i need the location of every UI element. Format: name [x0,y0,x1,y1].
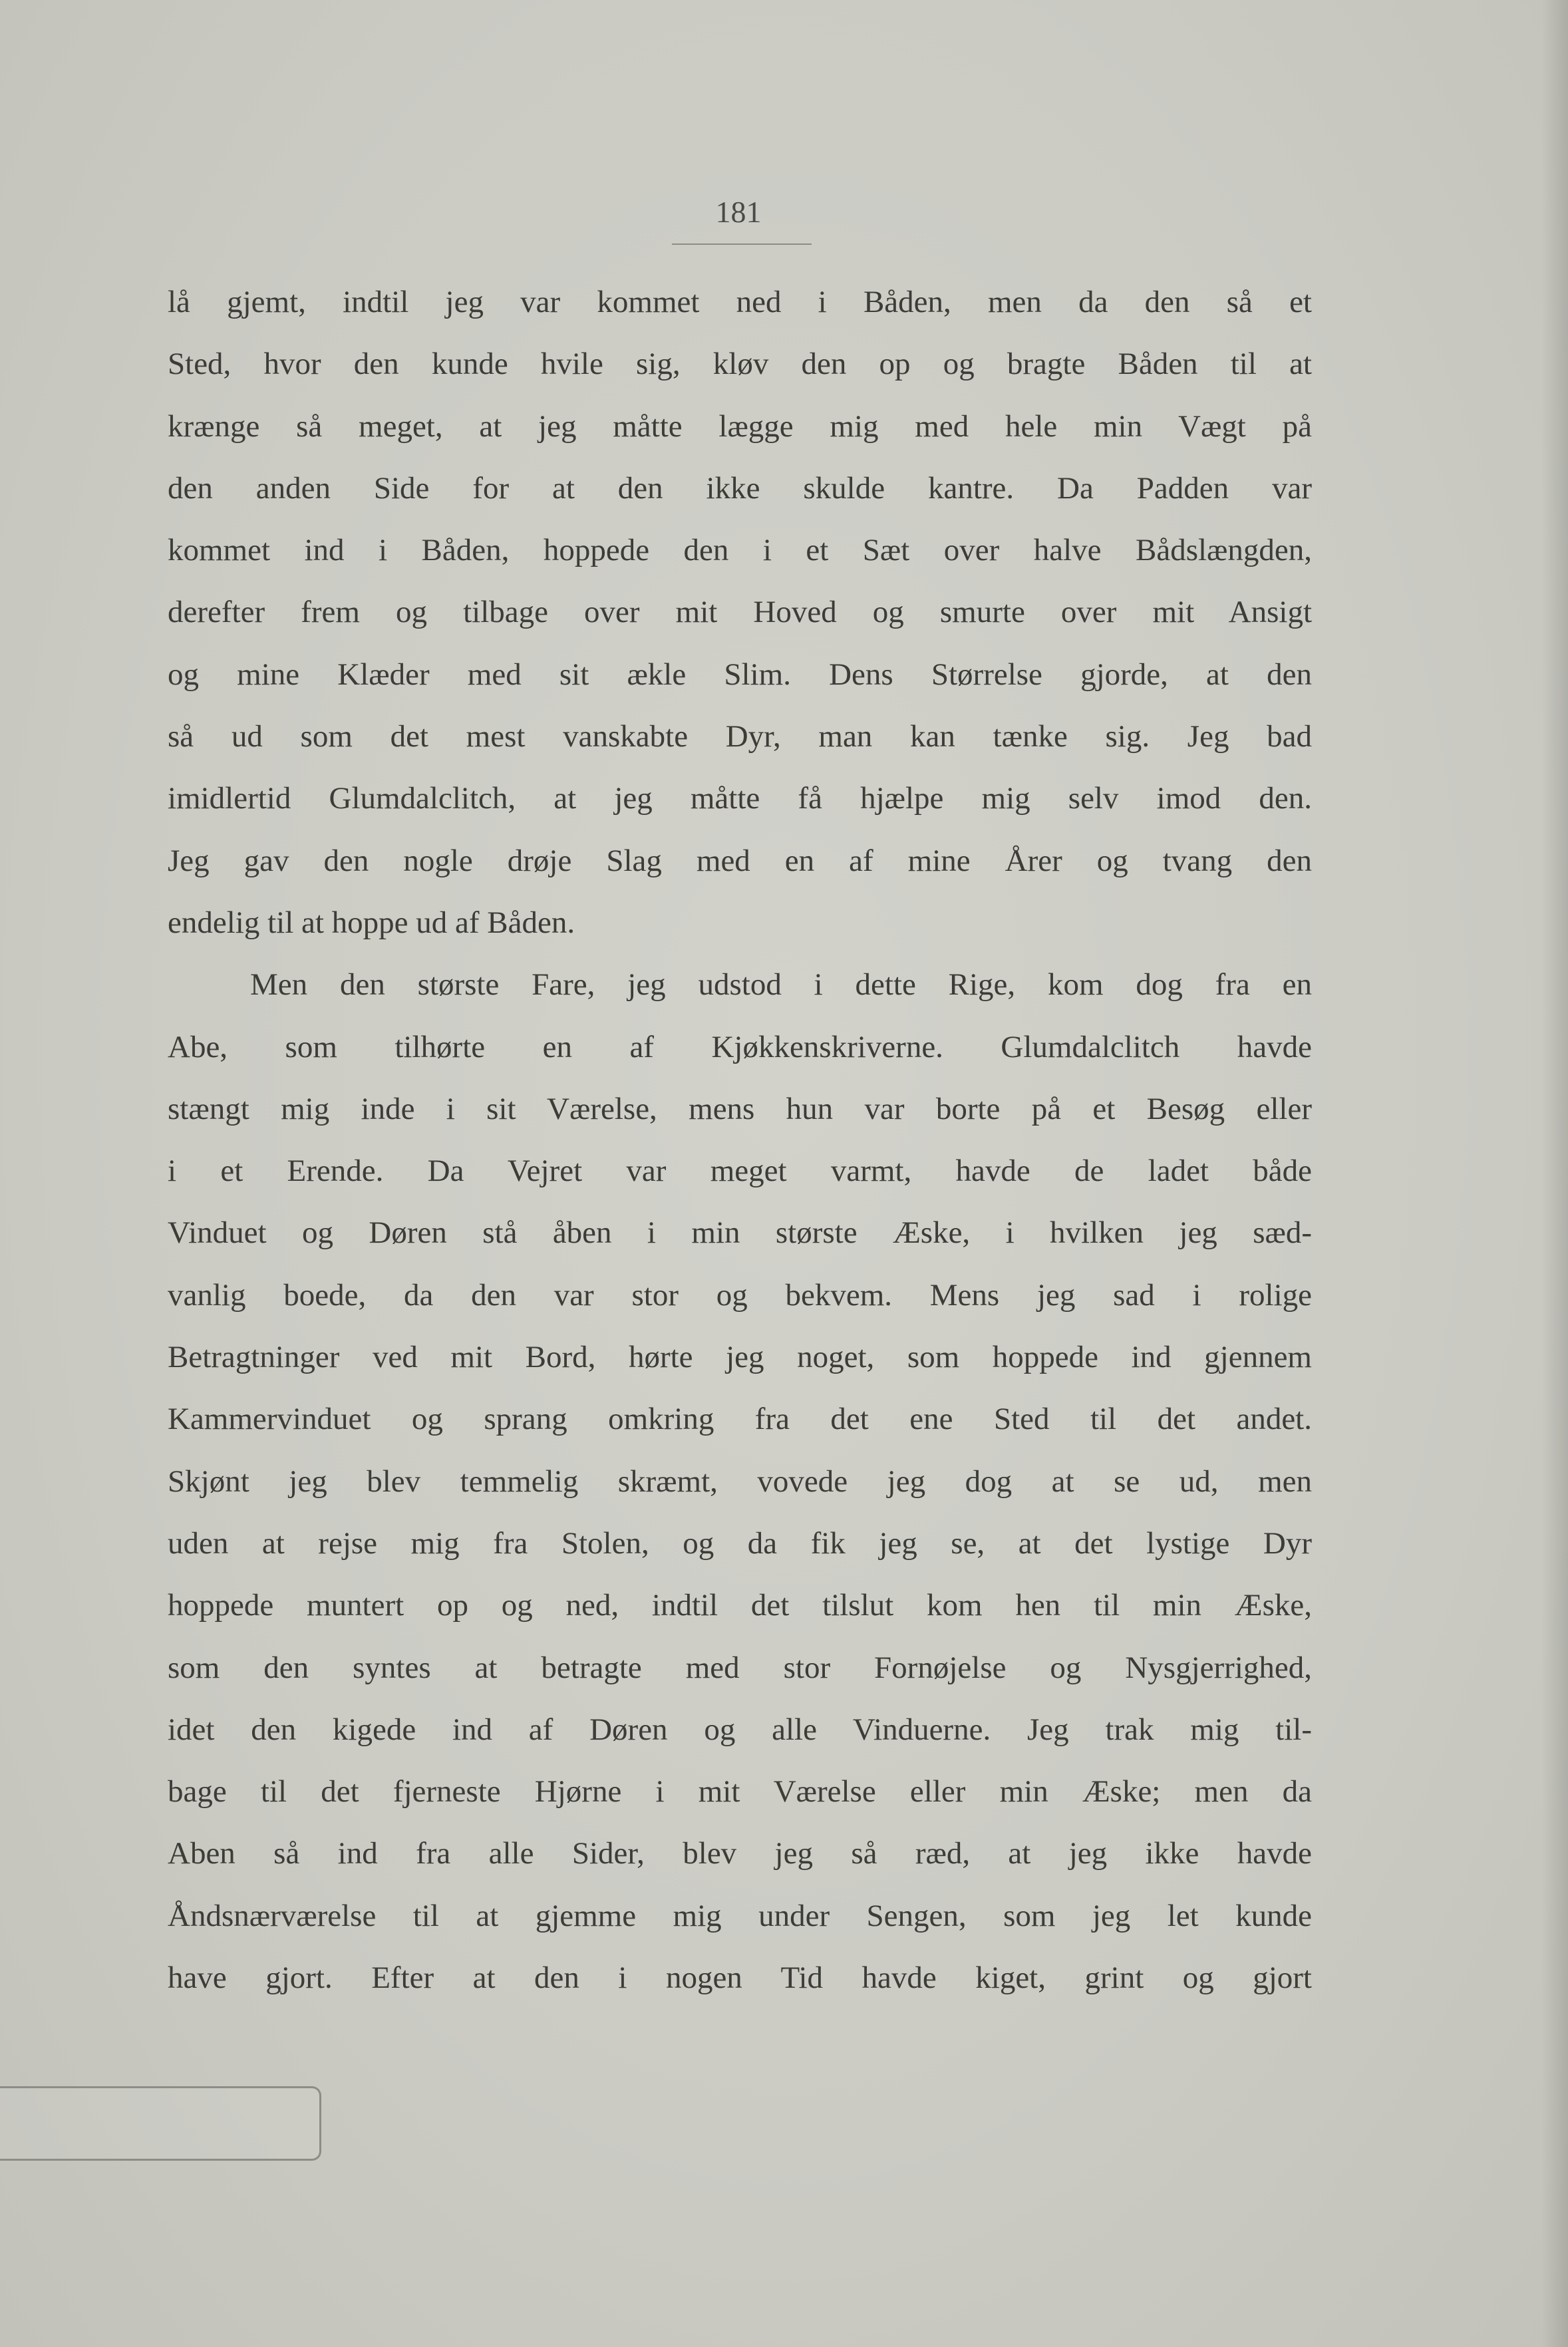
text-line: stængt mig inde i sit Værelse, mens hun var borte på et Besøg eller [168,1091,1312,1126]
text-line: imidlertid Glumdalclitch, at jeg måtte få hjælpe mig selv imod den. [168,781,1312,816]
text-line: Abe, som tilhørte en af Kjøkkenskriverne. Glumdalclitch havde [168,1029,1312,1064]
text-line: Jeg gav den nogle drøje Slag med en af mine Årer og tvang den [168,843,1312,878]
text-line: endelig til at hoppe ud af Båden. [168,905,575,940]
text-line: kommet ind i Båden, hoppede den i et Sæt over halve Bådslængden, [168,533,1312,568]
text-line: idet den kigede ind af Døren og alle Vinduerne. Jeg trak mig til- [168,1712,1312,1747]
header-rule [672,243,812,245]
text-line: have gjort. Efter at den i nogen Tid havde kiget, grint og gjort [168,1960,1312,1996]
text-line: så ud som det mest vanskabte Dyr, man kan tænke sig. Jeg bad [168,719,1312,754]
spine-shadow [1541,0,1568,2347]
text-line: Kammervinduet og sprang omkring fra det ene Sted til det andet. [168,1402,1312,1437]
text-line: Åndsnærværelse til at gjemme mig under Sengen, som jeg let kunde [168,1898,1312,1933]
text-line: Vinduet og Døren stå åben i min største Æske, i hvilken jeg sæd- [168,1215,1312,1251]
text-line: i et Erende. Da Vejret var meget varmt, havde de ladet både [168,1154,1312,1189]
text-line: Betragtninger ved mit Bord, hørte jeg noget, som hoppede ind gjennem [168,1340,1312,1375]
text-line: hoppede muntert op og ned, indtil det tilslut kom hen til min Æske, [168,1588,1312,1623]
body-text [168,271,1312,2009]
text-line: Sted, hvor den kunde hvile sig, kløv den op og bragte Båden til at [168,347,1312,382]
text-line: bage til det fjerneste Hjørne i mit Værelse eller min Æske; men da [168,1774,1312,1809]
text-line: Skjønt jeg blev temmelig skræmt, vovede jeg dog at se ud, men [168,1464,1312,1499]
text-line: Aben så ind fra alle Sider, blev jeg så ræd, at jeg ikke havde [168,1836,1312,1871]
scan-tab-marker [0,2086,321,2161]
text-line: vanlig boede, da den var stor og bekvem. Mens jeg sad i rolige [168,1277,1312,1313]
text-line: og mine Klæder med sit ækle Slim. Dens Størrelse gjorde, at den [168,657,1312,692]
text-line: lå gjemt, indtil jeg var kommet ned i Båden, men da den så et [168,285,1312,319]
text-line: derefter frem og tilbage over mit Hoved og smurte over mit Ansigt [168,595,1312,630]
text-line: Men den største Fare, jeg udstod i dette Rige, kom dog fra en [250,967,1312,1003]
text-line: uden at rejse mig fra Stolen, og da fik jeg se, at det lystige Dyr [168,1525,1312,1561]
page-number: 181 [715,195,762,229]
text-line: den anden Side for at den ikke skulde kantre. Da Padden var [168,470,1312,506]
text-line: som den syntes at betragte med stor Fornøjelse og Nysgjerrighed, [168,1650,1312,1685]
text-line: krænge så meget, at jeg måtte lægge mig med hele min Vægt på [168,408,1312,444]
